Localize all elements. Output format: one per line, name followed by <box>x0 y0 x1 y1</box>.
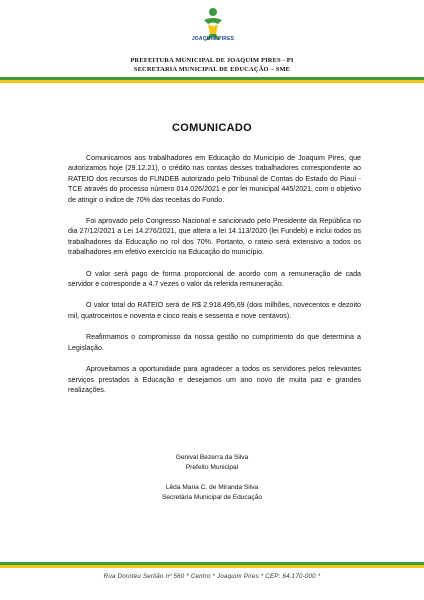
signature-name: Genival Bezerra da Silva <box>175 454 249 461</box>
header-institution: PREFEITURA MUNICIPAL DE JOAQUIM PIRES - PI <box>130 57 294 64</box>
document-body <box>68 153 361 406</box>
signature-role: Prefeito Municipal <box>185 463 239 471</box>
paragraph: O valor será pago de forma proporcional de acordo com a remuneração de cada servidor e corresponde a 4.7 vezes o valor da referida remuneração. <box>68 269 361 289</box>
signature-mayor <box>0 453 424 472</box>
page-header <box>0 56 424 74</box>
document-title: COMUNICADO <box>172 122 252 134</box>
signature-secretary <box>0 483 424 502</box>
footer-address: Rua Dorotéu Serlião nº 560 * Centro * Joaquim Pires * CEP: 64.170-000 * <box>103 573 321 580</box>
header-department: SECRETARIA MUNICIPAL DE EDUCAÇÃO – SME <box>133 66 291 73</box>
paragraph: Comunicamos aos trabalhadores em Educação do Município de Joaquim Pires, que autorizamos hoje (29.12.21), o crédito nas contas desses trabalhadores correspondente ao RATEIO dos recursos do FUNDEB autorizado pelo Tribunal de Contas do Estado do Piauí - TCE através do processo número 014.026/2021 e por lei municipal 445/2021, com o objetivo de atingir o índice de 70% das receitas do Fundo. <box>68 154 361 204</box>
signature-role: Secretária Municipal de Educação <box>161 493 263 501</box>
paragraph: Reafirmamos o compromisso da nossa gestão no cumprimento do que determina a Legislação. <box>68 333 361 352</box>
header-band-yellow <box>0 80 424 83</box>
footer-band-yellow <box>0 565 424 568</box>
paragraph: Foi aprovado pelo Congresso Nacional e sancionado pelo Presidente da República no dia 27/12/2021 a Lei 14.276/2021, que altera a lei 14.113/2020 (lei Fundeb) e inclui todos os trabalhadores da Educação no rol dos 70%. Portanto, o rateio será extensivo a todos os trabalhadores em efetivo exercício na Educação do município. <box>68 217 361 257</box>
signature-name: Lêda Maria C. de Miranda Silva <box>165 484 259 491</box>
paragraph: Aproveitamos a oportunidade para agradecer a todos os servidores pelos relevantes serviços prestados à Educação e desejamos um ano novo de muita paz e grandes realizações. <box>68 365 361 394</box>
logo-text: JOAQUIM PIRES <box>191 36 235 42</box>
paragraph: O valor total do RATEIO será de R$ 2.918.495,69 (dois milhões, novecentos e dezoito mil, quatrocentos e noventa e cinco reais e sessenta e nove centavos). <box>68 301 361 320</box>
